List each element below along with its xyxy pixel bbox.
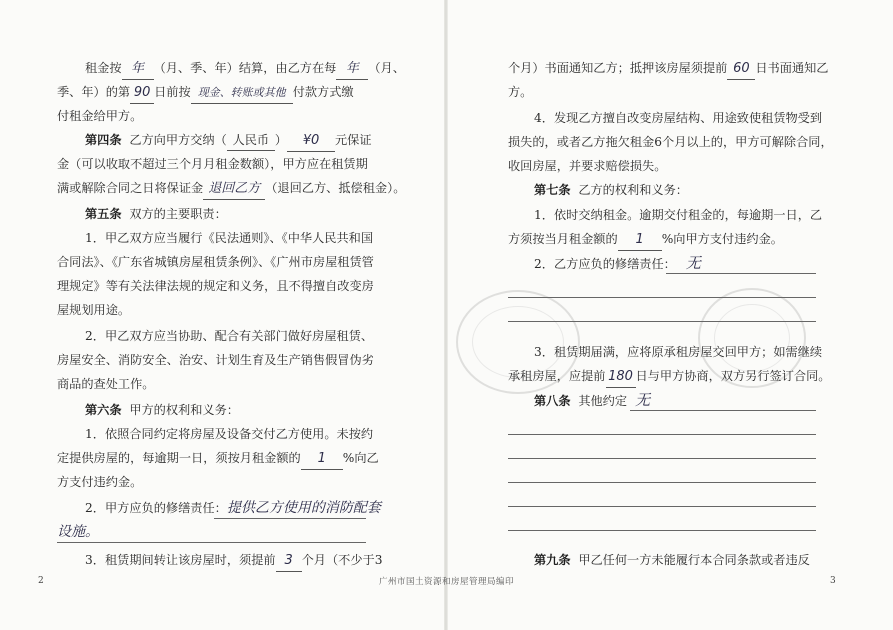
text-line: 房屋安全、消防安全、治安、计划生育及生产销售假冒伪劣 (57, 353, 374, 367)
penalty-line: 定提供房屋的，每逾期一日，须按月租金额的 1 %向乙 (57, 448, 379, 470)
fill-line (214, 518, 366, 519)
article-6-line: 第六条 甲方的权利和义务： (85, 403, 239, 417)
article-9-line: 第九条 甲乙任何一方未能履行本合同条款或者违反 (534, 553, 810, 567)
text-line: 2．甲乙双方应当协助、配合有关部门做好房屋租赁、 (85, 329, 374, 343)
mortgage-notice-line: 个月）书面通知乙方；抵押该房屋须提前 60 日书面通知乙 (508, 58, 829, 80)
right-page (448, 0, 893, 630)
handwritten-payment-method: 现金、转账或其他 (191, 83, 293, 104)
text-line: 理规定》等有关法律法规的规定和义务，且不得擅自改变房 (57, 279, 374, 293)
handwritten-other-terms: 无 (635, 391, 651, 409)
text-line: 商品的查处工作。 (57, 377, 155, 391)
article-7-line: 第七条 乙方的权利和义务： (534, 183, 688, 197)
rent-payment-line: 季、年）的第 90 日前按 现金、转账或其他 付款方式缴 (57, 82, 354, 104)
article-5-heading: 第五条 (85, 207, 122, 221)
text-line: 损失的，或者乙方拖欠租金6个月以上的，甲方可解除合同， (508, 135, 833, 149)
handwritten-deposit-amount: ¥0 (287, 131, 335, 152)
fill-line (508, 434, 816, 435)
handwritten-day-number: 90 (130, 83, 154, 104)
article-7-heading: 第七条 (534, 183, 571, 197)
handwritten-deposit-handling: 退回乙方 (203, 179, 265, 200)
article-4-line: 第四条 乙方向甲方交纳（ 人民币 ） ¥0 元保证 (85, 130, 372, 152)
handwritten-renewal-days: 180 (606, 367, 636, 388)
fill-line (508, 458, 816, 459)
landlord-repair-line: 2．甲方应负的修缮责任：提供乙方使用的消防配套 (85, 500, 381, 516)
deposit-return-line: 满或解除合同之日将保证金 退回乙方 （退回乙方、抵偿租金）。 (57, 178, 405, 200)
article-6-heading: 第六条 (85, 403, 122, 417)
handwritten-landlord-repair: 提供乙方使用的消防配套 (226, 500, 381, 516)
fill-line (508, 297, 816, 298)
text-line: 方支付违约金。 (57, 475, 143, 489)
fill-line (630, 410, 816, 411)
text-line: 3．租赁期届满，应将原承租房屋交回甲方；如需继续 (534, 345, 823, 359)
page-number-right: 3 (830, 576, 836, 586)
handwritten-payment-period: 年 (336, 59, 368, 80)
tenant-repair-line: 2．乙方应负的修缮责任： 无 (534, 254, 701, 272)
tenant-penalty-line: 方须按当月租金额的 1 %向甲方支付违约金。 (508, 229, 783, 251)
article-4-heading: 第四条 (85, 133, 122, 147)
fill-line (57, 542, 366, 543)
text-line: 金（可以收取不超过三个月月租金数额），甲方应在租赁期 (57, 157, 368, 171)
fill-line (508, 530, 816, 531)
fill-line (508, 506, 816, 507)
text-line: 收回房屋，并要求赔偿损失。 (508, 159, 667, 173)
left-page (0, 0, 444, 630)
handwritten-transfer-months: 3 (276, 551, 302, 572)
handwritten-landlord-repair-cont: 设施。 (57, 524, 99, 540)
handwritten-mortgage-days: 60 (727, 59, 755, 80)
currency-field: 人民币 (227, 130, 275, 151)
handwritten-penalty-rate: 1 (301, 449, 343, 470)
fill-line (508, 482, 816, 483)
fill-line (508, 321, 816, 322)
publisher-footer: 广州市国土资源和房屋管理局编印 (378, 577, 514, 587)
text-line: 1．甲乙双方应当履行《民法通则》、《中华人民共和国 (85, 231, 374, 245)
renewal-line: 承租房屋，应提前 180 日与甲方协商，双方另行签订合同。 (508, 366, 831, 388)
page-number-left: 2 (38, 576, 44, 586)
article-5-line: 第五条 双方的主要职责： (85, 207, 227, 221)
handwritten-settlement-period: 年 (122, 59, 154, 80)
rent-settlement-line: 租金按 年 （月、季、年）结算，由乙方在每 年 （月、 (85, 58, 405, 80)
text-line: 屋规划用途。 (57, 303, 131, 317)
text-line: 4．发现乙方擅自改变房屋结构、用途致使租赁物受到 (534, 111, 823, 125)
article-9-heading: 第九条 (534, 553, 571, 567)
article-8-heading: 第八条 (534, 394, 571, 408)
handwritten-tenant-penalty-rate: 1 (618, 230, 662, 251)
transfer-notice-line: 3．租赁期间转让该房屋时，须提前 3 个月（不少于3 (85, 550, 382, 572)
handwritten-tenant-repair: 无 (685, 254, 701, 272)
fill-line (666, 273, 816, 274)
text-line: 付租金给甲方。 (57, 109, 143, 123)
text-line: 方。 (508, 85, 533, 99)
text-line: 1．依时交纳租金。逾期交付租金的，每逾期一日，乙 (534, 208, 823, 222)
text-line: 合同法》、《广东省城镇房屋租赁条例》、《广州市房屋租赁管 (57, 255, 374, 269)
article-8-line: 第八条 其他约定 无 (534, 391, 651, 409)
text-line: 1．依照合同约定将房屋及设备交付乙方使用。未按约 (85, 427, 374, 441)
